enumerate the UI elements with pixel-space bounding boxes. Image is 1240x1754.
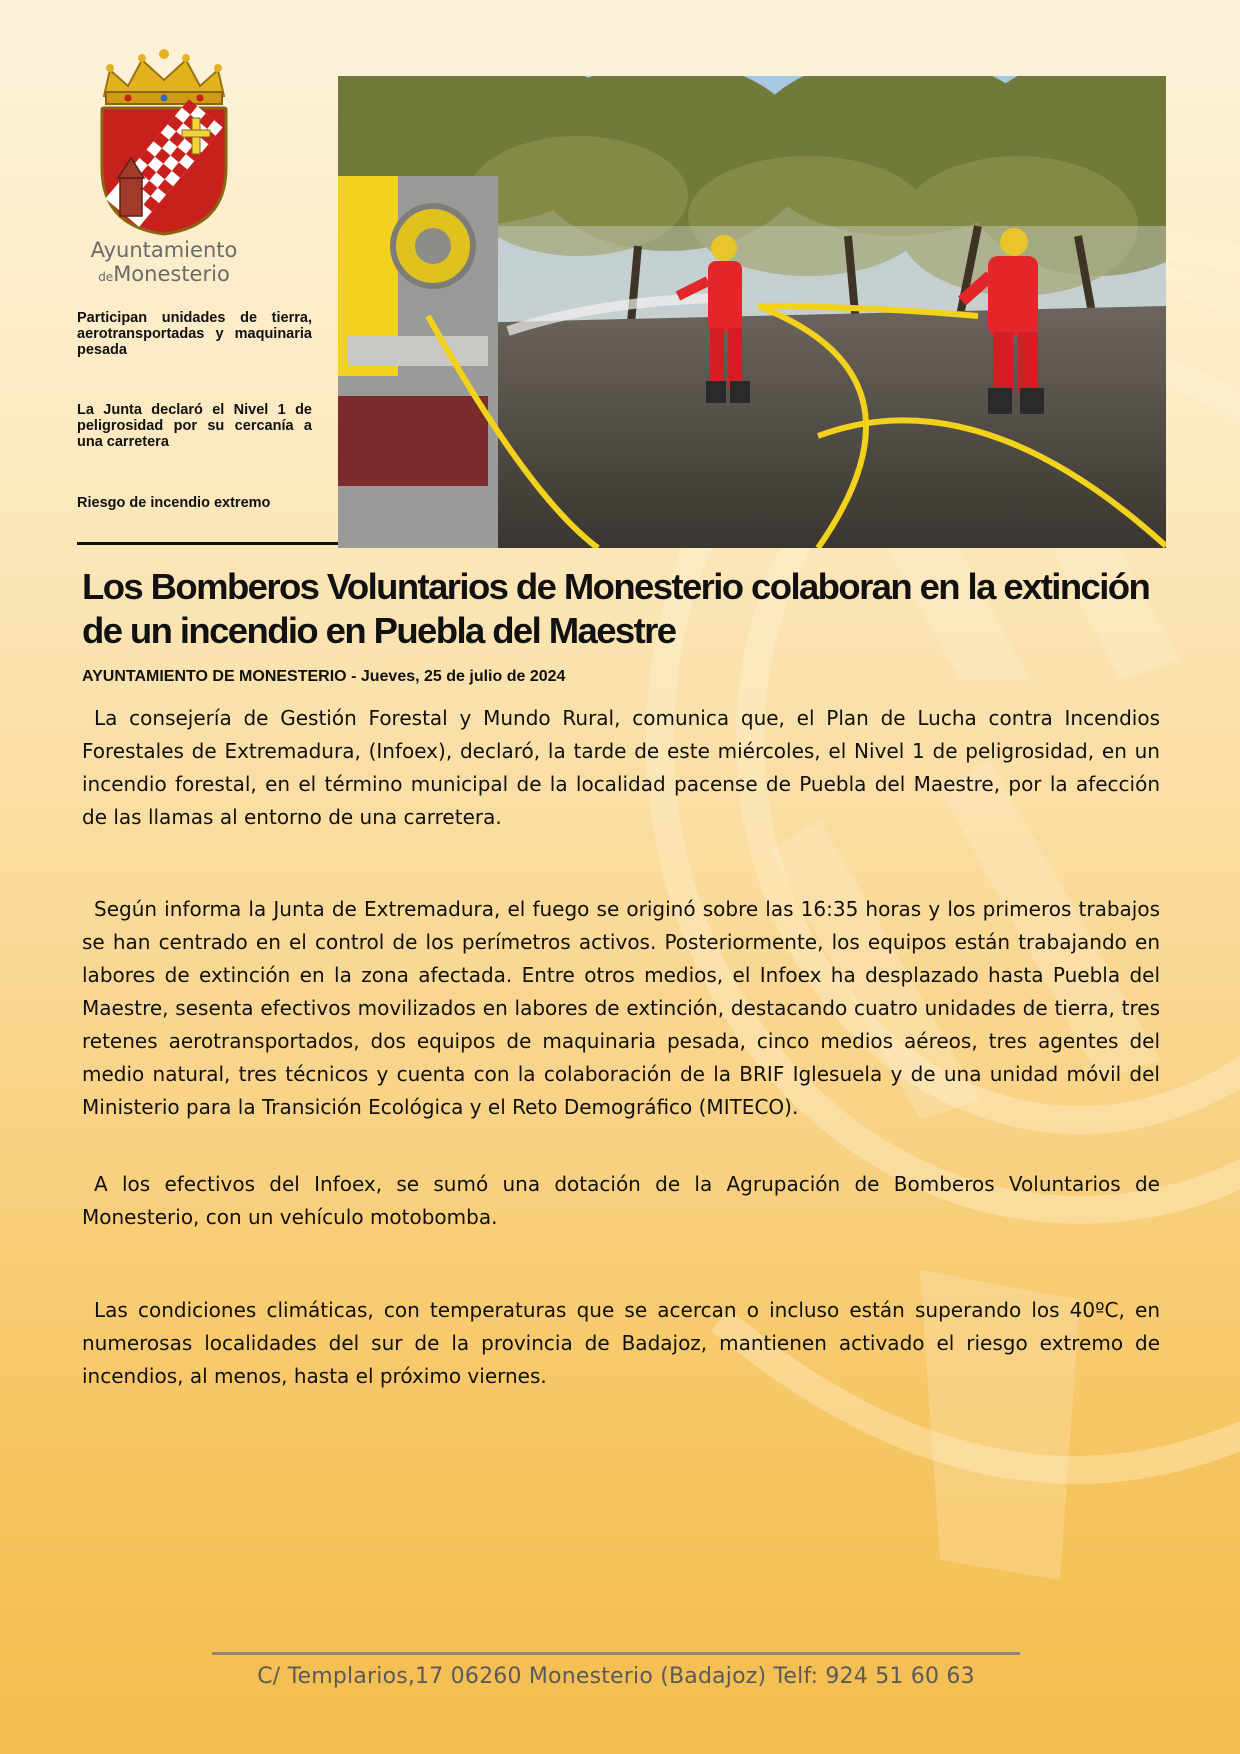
wildfire-photo — [338, 76, 1166, 548]
article-paragraph-2: Según informa la Junta de Extremadura, el fuego se originó sobre las 16:35 horas y los primeros trabajos se han centrado en el control de los perímetros activos. Posteriormente, los equipos están trabajando en labores de extinción en la zona afectada. Entre otros medios, el Infoex ha desplazado hasta Puebla del Maestre, sesenta efectivos movilizados en labores de extinción, destacando cuatro unidades de tierra, tres retenes aerotransportados, dos equipos de maquinaria pesada, cinco medios aéreos, tres agentes del medio natural, tres técnicos y cuenta con la colaboración de la BRIF Iglesuela y de una unidad móvil del Ministerio para la Transición Ecológica y el Reto Demográfico (MITECO). — [82, 897, 1160, 1119]
byline-source: AYUNTAMIENTO DE MONESTERIO — [82, 668, 347, 685]
article-paragraph-4: Las condiciones climáticas, con temperaturas que se acercan o incluso están superando los 40ºC, en numerosas localidades del sur de la provincia de Badajoz, mantienen activado el riesgo extremo de incendios, al menos, hasta el próximo viernes. — [82, 1298, 1160, 1388]
sidebar-note-risk: Riesgo de incendio extremo — [77, 495, 271, 511]
municipal-logo — [84, 48, 244, 288]
footer-divider — [212, 1652, 1020, 1655]
coat-of-arms-icon — [84, 48, 244, 238]
sidebar-divider — [77, 542, 338, 545]
footer-address: C/ Templarios,17 06260 Monesterio (Badajoz) Telf: 924 51 60 63 — [257, 1664, 975, 1689]
article-paragraph-1: La consejería de Gestión Forestal y Mundo Rural, comunica que, el Plan de Lucha contra Incendios Forestales de Extremadura, (Infoex), declaró, la tarde de este miércoles, el Nivel 1 de peligrosidad, en un incendio forestal, en el término municipal de la localidad pacense de Puebla del Maestre, por la afección de las llamas al entorno de una carretera. — [82, 706, 1160, 829]
article-paragraph-3: A los efectivos del Infoex, se sumó una dotación de la Agrupación de Bomberos Voluntarios de Monesterio, con un vehículo motobomba. — [82, 1172, 1160, 1229]
sidebar-note-units: Participan unidades de tierra, aerotransportadas y maquinaria pesada — [77, 310, 312, 358]
logo-text-monesterio: deMonesterio — [98, 262, 230, 286]
article-byline — [82, 668, 1082, 686]
sidebar-note-level: La Junta declaró el Nivel 1 de peligrosidad por su cercanía a una carretera — [77, 402, 312, 450]
article-headline: Los Bomberos Voluntarios de Monesterio colaboran en la extinción de un incendio en Puebla del Maestre — [82, 566, 1150, 651]
logo-text-ayuntamiento: Ayuntamiento — [90, 238, 238, 262]
byline-date: - Jueves, 25 de julio de 2024 — [351, 668, 566, 685]
